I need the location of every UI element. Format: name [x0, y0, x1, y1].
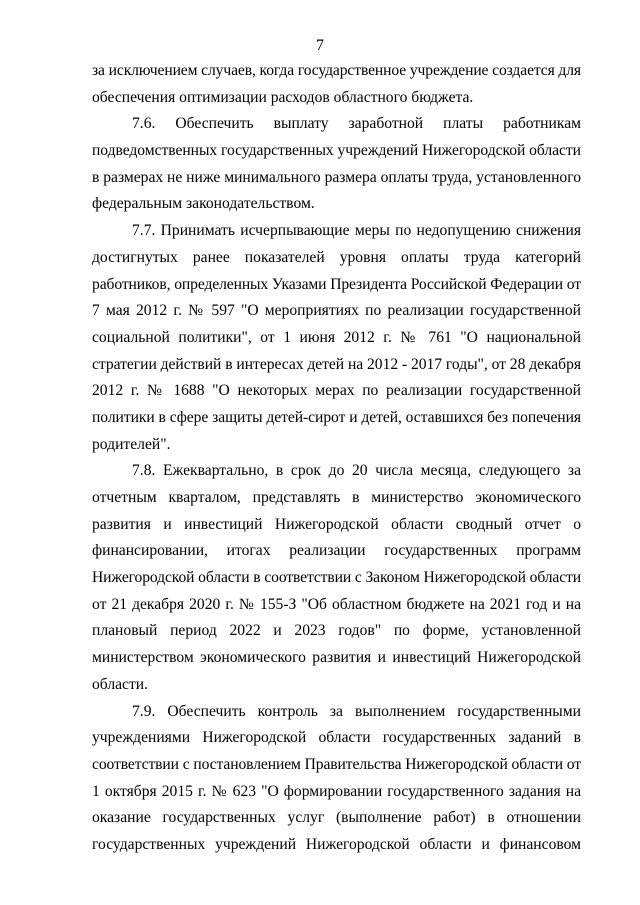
text-line: Нижегородской области в соответствии с Законом Нижегородской области: [92, 569, 581, 587]
text-line: 7.8. Ежеквартально, в срок до 20 числа месяца, следующего за: [132, 462, 581, 480]
document-body: [92, 58, 581, 859]
text-line: оказание государственных услуг (выполнение работ) в отношении: [92, 809, 581, 827]
text-line: социальной политики", от 1 июня 2012 г. № 761 "О национальной: [92, 328, 581, 346]
text-line: от 21 декабря 2020 г. № 155-З "Об областном бюджете на 2021 год и на: [92, 595, 581, 613]
text-line: стратегии действий в интересах детей на 2012 - 2017 годы", от 28 декабря: [92, 355, 581, 373]
text-line: в размерах не ниже минимального размера оплаты труда, установленного: [92, 168, 581, 186]
text-line: 7 мая 2012 г. № 597 "О мероприятиях по реализации государственной: [92, 302, 581, 320]
text-line: 7.6. Обеспечить выплату заработной платы работникам: [132, 115, 581, 133]
text-line: работников, определенных Указами Президента Российской Федерации от: [92, 275, 581, 293]
text-line: обеспечения оптимизации расходов областного бюджета.: [92, 88, 474, 106]
text-line: за исключением случаев, когда государственное учреждение создается для: [92, 62, 581, 79]
text-line: развития и инвестиций Нижегородской области сводный отчет о: [92, 515, 581, 533]
text-line: 1 октября 2015 г. № 623 "О формировании государственного задания на: [92, 782, 581, 800]
text-line: 2012 г. № 1688 "О некоторых мерах по реализации государственной: [92, 382, 581, 400]
text-line: министерством экономического развития и инвестиций Нижегородской: [92, 649, 581, 667]
text-line: федеральным законодательством.: [92, 195, 315, 213]
text-line: отчетным кварталом, представлять в министерство экономического: [92, 489, 581, 506]
text-line: достигнутых ранее показателей уровня оплаты труда категорий: [92, 248, 581, 266]
text-line: области.: [92, 675, 149, 693]
text-line: 7.9. Обеспечить контроль за выполнением государственными: [132, 702, 581, 720]
page-number: 7: [316, 37, 324, 54]
text-line: финансировании, итогах реализации государственных программ: [92, 542, 581, 560]
text-line: политики в сфере защиты детей-сирот и детей, оставшихся без попечения: [92, 408, 581, 426]
text-line: соответствии с постановлением Правительства Нижегородской области от: [92, 755, 581, 773]
text-line: государственных учреждений Нижегородской области и финансовом: [92, 835, 581, 853]
text-line: родителей".: [92, 435, 171, 453]
text-line: подведомственных государственных учреждений Нижегородской области: [92, 142, 581, 160]
text-line: 7.7. Принимать исчерпывающие меры по недопущению снижения: [132, 222, 581, 240]
text-line: учреждениями Нижегородской области государственных заданий в: [92, 729, 581, 747]
text-line: плановый период 2022 и 2023 годов" по форме, установленной: [92, 622, 581, 640]
